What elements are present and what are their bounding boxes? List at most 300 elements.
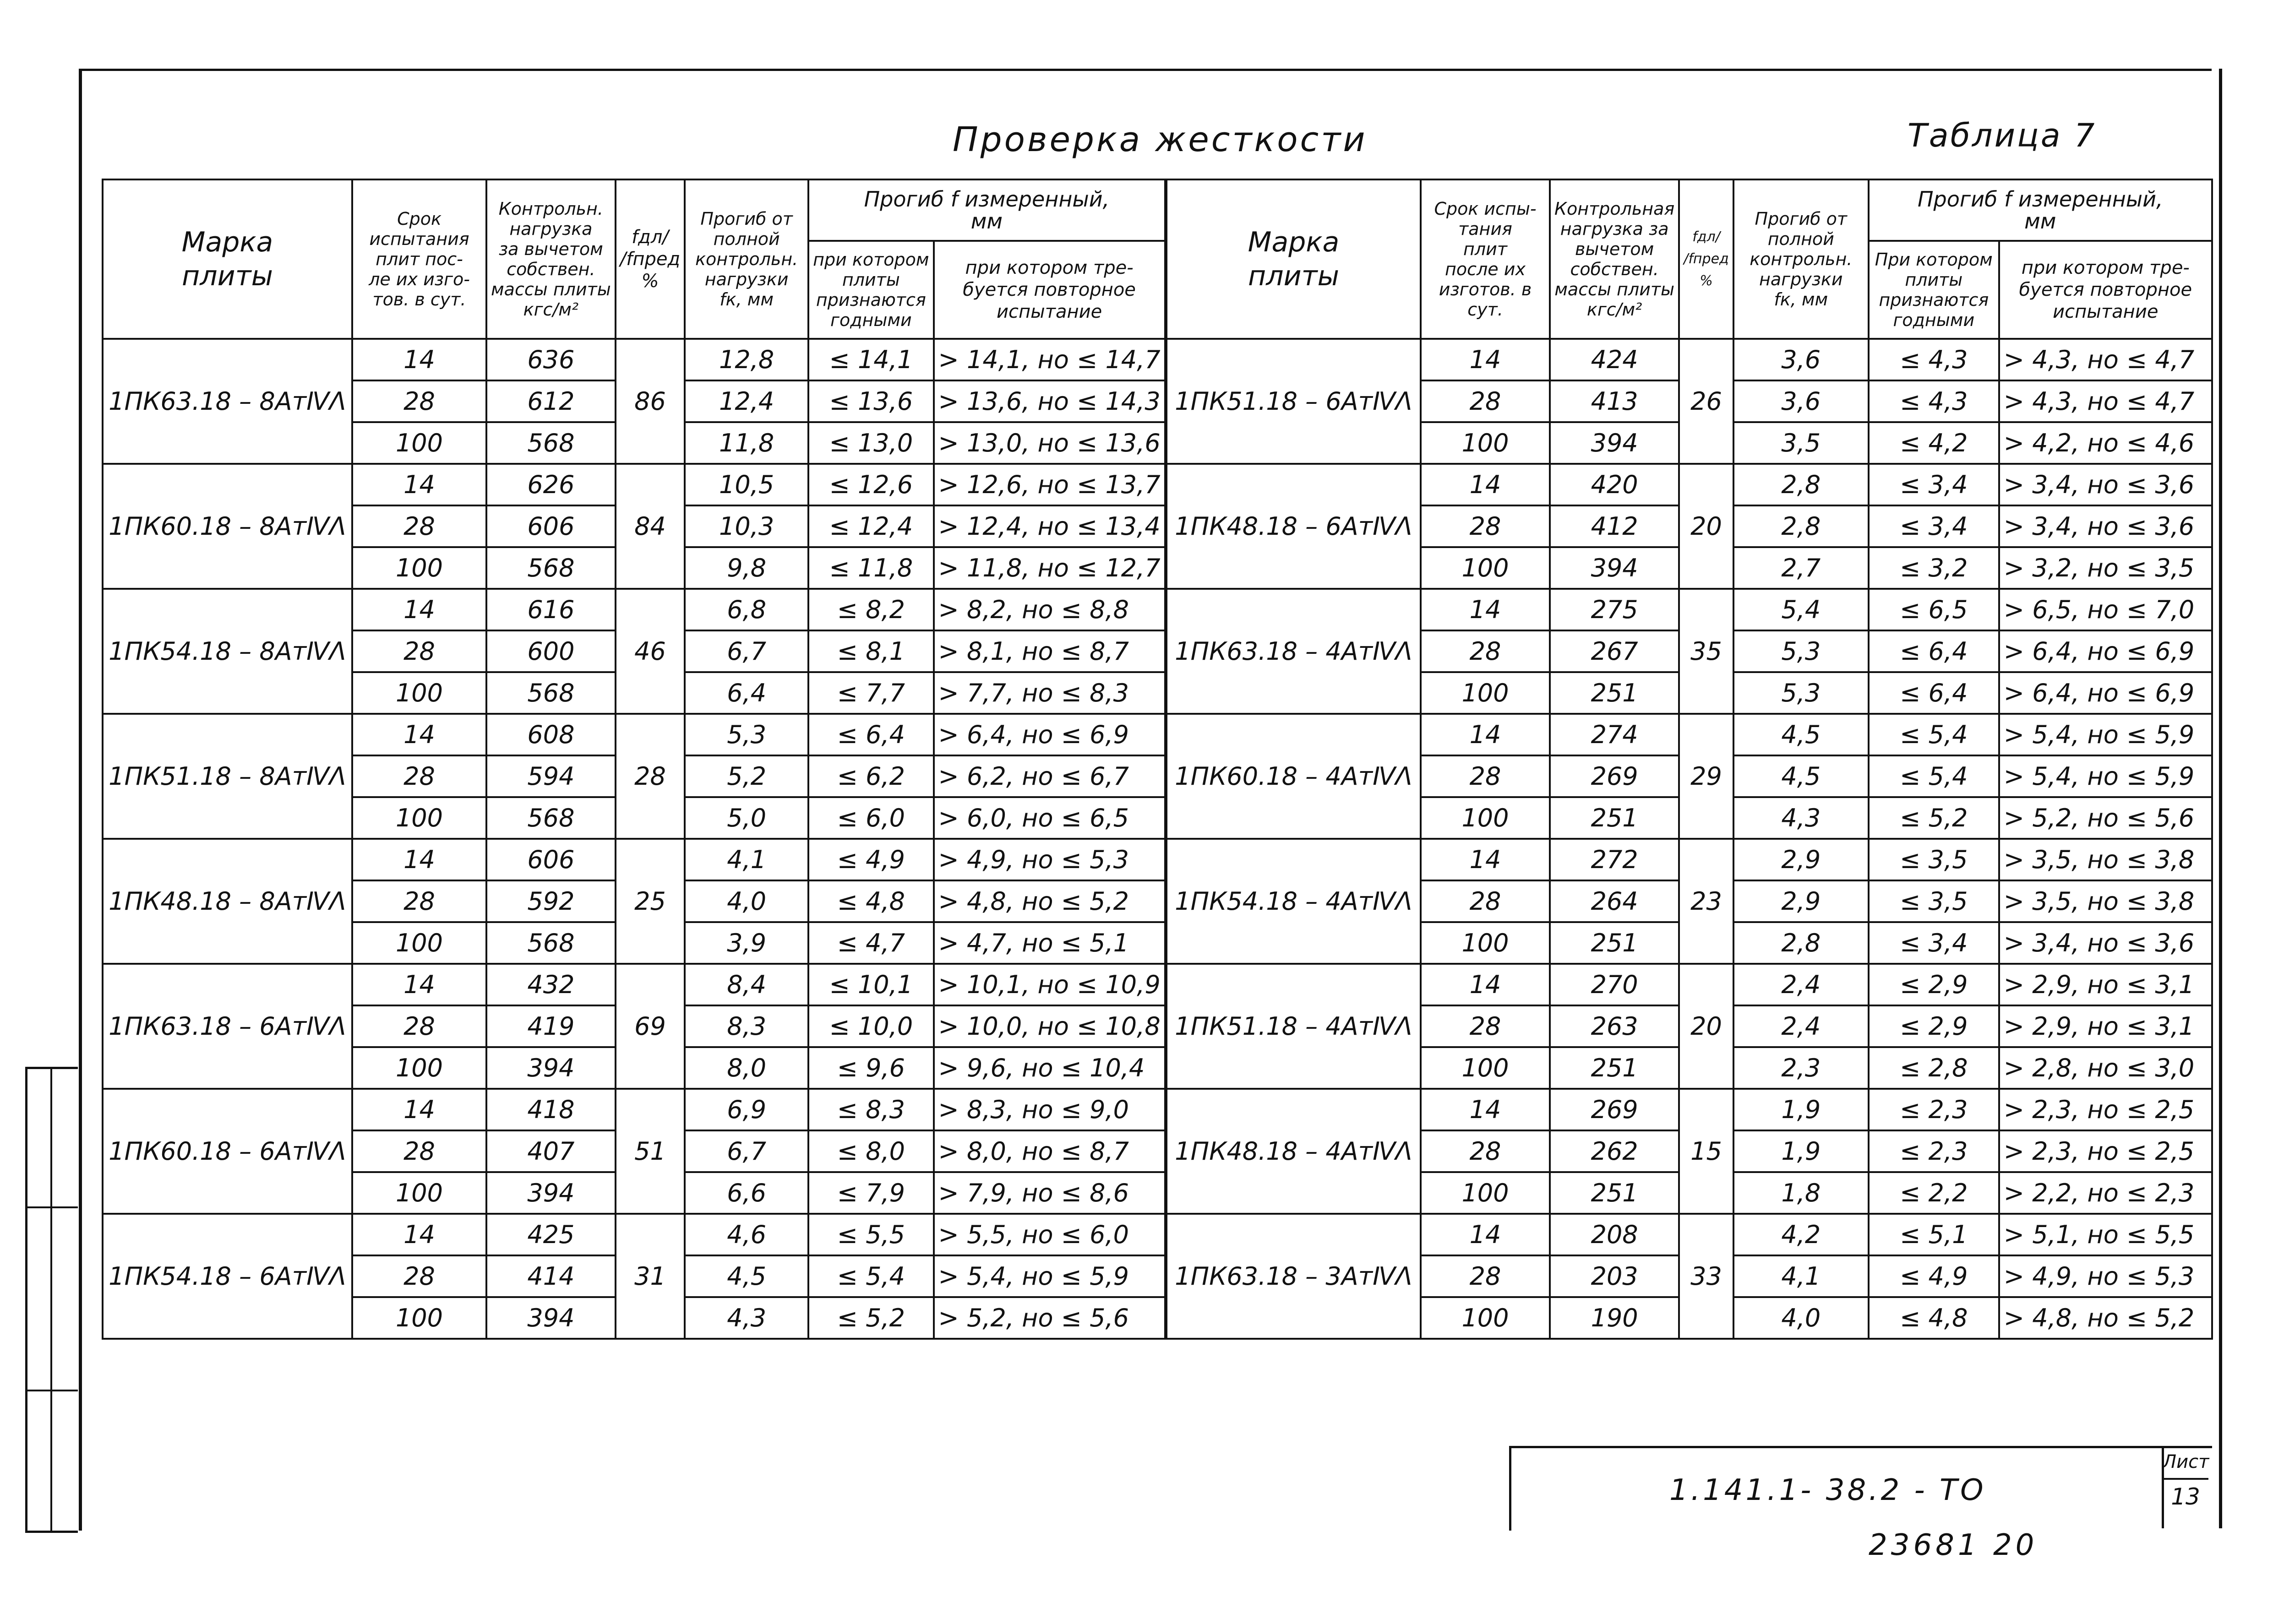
table-row <box>103 964 1165 1005</box>
cell-accepted: ≤ 4,8 <box>808 880 933 922</box>
cell-load: 208 <box>1550 1214 1679 1255</box>
cell-term: 14 <box>1421 714 1550 755</box>
stiffness-table-right <box>1166 179 2213 1340</box>
cell-load: 608 <box>486 714 616 755</box>
table-row <box>1166 839 2212 880</box>
cell-deflection: 4,5 <box>685 1255 808 1297</box>
cell-retest: > 14,1, но ≤ 14,7 <box>934 339 1165 380</box>
cell-retest: > 5,2, но ≤ 5,6 <box>1999 797 2212 839</box>
cell-load: 275 <box>1550 589 1679 630</box>
cell-load: 612 <box>486 380 616 422</box>
cell-ratio: 20 <box>1679 464 1733 589</box>
cell-term: 100 <box>1421 922 1550 964</box>
cell-load: 262 <box>1550 1130 1679 1172</box>
cell-accepted: ≤ 13,0 <box>808 422 933 464</box>
cell-deflection: 3,6 <box>1733 380 1869 422</box>
cell-term: 14 <box>1421 839 1550 880</box>
cell-term: 100 <box>352 797 486 839</box>
cell-retest: > 3,2, но ≤ 3,5 <box>1999 547 2212 589</box>
cell-accepted: ≤ 10,1 <box>808 964 933 1005</box>
cell-mark: 1ПК51.18 – 6АтⅣΛ <box>1166 339 1421 464</box>
cell-load: 203 <box>1550 1255 1679 1297</box>
cell-load: 432 <box>486 964 616 1005</box>
cell-mark: 1ПК51.18 – 8АтⅣΛ <box>103 714 352 839</box>
cell-load: 568 <box>486 672 616 714</box>
cell-term: 14 <box>352 1089 486 1130</box>
cell-load: 592 <box>486 880 616 922</box>
cell-retest: > 5,2, но ≤ 5,6 <box>934 1297 1165 1339</box>
header-measured-deflection: Прогиб f измеренный, мм <box>808 179 1165 241</box>
cell-accepted: ≤ 5,4 <box>1869 755 1999 797</box>
binding-strip <box>25 1067 78 1533</box>
cell-load: 269 <box>1550 1089 1679 1130</box>
table-row <box>103 1089 1165 1130</box>
cell-ratio: 51 <box>616 1089 685 1214</box>
cell-retest: > 4,8, но ≤ 5,2 <box>934 880 1165 922</box>
cell-deflection: 4,1 <box>685 839 808 880</box>
cell-deflection: 1,8 <box>1733 1172 1869 1214</box>
cell-term: 28 <box>1421 880 1550 922</box>
cell-term: 100 <box>352 547 486 589</box>
header-accepted: при котором плиты признаются годными <box>808 241 933 339</box>
cell-retest: > 3,4, но ≤ 3,6 <box>1999 505 2212 547</box>
cell-accepted: ≤ 6,2 <box>808 755 933 797</box>
cell-accepted: ≤ 10,0 <box>808 1005 933 1047</box>
cell-term: 28 <box>1421 630 1550 672</box>
cell-load: 419 <box>486 1005 616 1047</box>
table-label: Таблица 7 <box>1908 117 2097 154</box>
cell-deflection: 4,2 <box>1733 1214 1869 1255</box>
cell-accepted: ≤ 12,4 <box>808 505 933 547</box>
cell-mark: 1ПК54.18 – 4АтⅣΛ <box>1166 839 1421 964</box>
table-row <box>103 589 1165 630</box>
header-test-term: Срок испы- тания плит после их изготов. в сут. <box>1421 179 1550 339</box>
cell-deflection: 6,9 <box>685 1089 808 1130</box>
cell-deflection: 9,8 <box>685 547 808 589</box>
sheet-number: 13 <box>2171 1483 2200 1510</box>
cell-deflection: 5,3 <box>1733 630 1869 672</box>
cell-accepted: ≤ 8,0 <box>808 1130 933 1172</box>
cell-term: 14 <box>1421 339 1550 380</box>
table-row <box>1166 1214 2212 1255</box>
cell-load: 594 <box>486 755 616 797</box>
cell-retest: > 6,0, но ≤ 6,5 <box>934 797 1165 839</box>
cell-deflection: 2,9 <box>1733 880 1869 922</box>
cell-mark: 1ПК54.18 – 6АтⅣΛ <box>103 1214 352 1339</box>
cell-load: 606 <box>486 839 616 880</box>
cell-load: 394 <box>486 1297 616 1339</box>
cell-retest: > 6,4, но ≤ 6,9 <box>1999 630 2212 672</box>
cell-load: 274 <box>1550 714 1679 755</box>
cell-accepted: ≤ 3,4 <box>1869 464 1999 505</box>
header-mark: Марка плиты <box>103 179 352 339</box>
header-control-load: Контрольн. нагрузка за вычетом собствен. массы плиты кгс/м² <box>486 179 616 339</box>
sheet-label: Лист <box>2163 1446 2208 1480</box>
cell-deflection: 4,6 <box>685 1214 808 1255</box>
cell-retest: > 6,5, но ≤ 7,0 <box>1999 589 2212 630</box>
cell-retest: > 4,7, но ≤ 5,1 <box>934 922 1165 964</box>
cell-deflection: 4,3 <box>1733 797 1869 839</box>
cell-term: 28 <box>1421 1130 1550 1172</box>
cell-deflection: 6,6 <box>685 1172 808 1214</box>
cell-accepted: ≤ 2,9 <box>1869 1005 1999 1047</box>
cell-retest: > 6,4, но ≤ 6,9 <box>934 714 1165 755</box>
cell-term: 28 <box>352 505 486 547</box>
cell-retest: > 10,1, но ≤ 10,9 <box>934 964 1165 1005</box>
cell-accepted: ≤ 6,4 <box>1869 630 1999 672</box>
cell-load: 267 <box>1550 630 1679 672</box>
cell-deflection: 10,5 <box>685 464 808 505</box>
cell-mark: 1ПК60.18 – 6АтⅣΛ <box>103 1089 352 1214</box>
cell-deflection: 8,4 <box>685 964 808 1005</box>
stiffness-table-left <box>102 179 1166 1340</box>
cell-deflection: 5,0 <box>685 797 808 839</box>
cell-mark: 1ПК48.18 – 8АтⅣΛ <box>103 839 352 964</box>
cell-accepted: ≤ 14,1 <box>808 339 933 380</box>
cell-deflection: 2,4 <box>1733 1005 1869 1047</box>
cell-load: 251 <box>1550 1047 1679 1089</box>
cell-deflection: 1,9 <box>1733 1089 1869 1130</box>
cell-load: 616 <box>486 589 616 630</box>
cell-accepted: ≤ 4,3 <box>1869 380 1999 422</box>
cell-term: 28 <box>352 630 486 672</box>
cell-term: 100 <box>352 1047 486 1089</box>
cell-term: 100 <box>352 1172 486 1214</box>
cell-load: 606 <box>486 505 616 547</box>
cell-retest: > 2,2, но ≤ 2,3 <box>1999 1172 2212 1214</box>
header-retest: при котором тре- буется повторное испытание <box>934 241 1165 339</box>
cell-deflection: 12,4 <box>685 380 808 422</box>
cell-retest: > 3,4, но ≤ 3,6 <box>1999 464 2212 505</box>
cell-accepted: ≤ 4,9 <box>808 839 933 880</box>
cell-load: 269 <box>1550 755 1679 797</box>
cell-accepted: ≤ 3,5 <box>1869 839 1999 880</box>
cell-deflection: 5,3 <box>1733 672 1869 714</box>
header-test-term: Срок испытания плит пос- ле их изго- тов. в сут. <box>352 179 486 339</box>
cell-accepted: ≤ 3,5 <box>1869 880 1999 922</box>
cell-load: 263 <box>1550 1005 1679 1047</box>
cell-term: 14 <box>1421 1089 1550 1130</box>
cell-mark: 1ПК54.18 – 8АтⅣΛ <box>103 589 352 714</box>
cell-accepted: ≤ 5,2 <box>808 1297 933 1339</box>
cell-load: 394 <box>1550 422 1679 464</box>
cell-ratio: 31 <box>616 1214 685 1339</box>
header-ratio: fдл/ /fпред % <box>616 179 685 339</box>
cell-retest: > 2,3, но ≤ 2,5 <box>1999 1089 2212 1130</box>
cell-deflection: 4,1 <box>1733 1255 1869 1297</box>
document-code: 1.141.1- 38.2 - ТО <box>1669 1473 1986 1507</box>
cell-retest: > 3,5, но ≤ 3,8 <box>1999 880 2212 922</box>
cell-term: 28 <box>1421 380 1550 422</box>
cell-term: 14 <box>352 589 486 630</box>
cell-accepted: ≤ 8,3 <box>808 1089 933 1130</box>
cell-load: 418 <box>486 1089 616 1130</box>
cell-retest: > 3,4, но ≤ 3,6 <box>1999 922 2212 964</box>
cell-mark: 1ПК63.18 – 4АтⅣΛ <box>1166 589 1421 714</box>
cell-accepted: ≤ 2,2 <box>1869 1172 1999 1214</box>
cell-deflection: 5,2 <box>685 755 808 797</box>
cell-mark: 1ПК48.18 – 4АтⅣΛ <box>1166 1089 1421 1214</box>
cell-term: 28 <box>352 1255 486 1297</box>
cell-load: 407 <box>486 1130 616 1172</box>
cell-deflection: 4,5 <box>1733 714 1869 755</box>
cell-retest: > 8,1, но ≤ 8,7 <box>934 630 1165 672</box>
header-control-load: Контрольная нагрузка за вычетом собствен. массы плиты кгс/м² <box>1550 179 1679 339</box>
cell-load: 568 <box>486 797 616 839</box>
cell-ratio: 33 <box>1679 1214 1733 1339</box>
cell-deflection: 2,4 <box>1733 964 1869 1005</box>
cell-accepted: ≤ 2,3 <box>1869 1089 1999 1130</box>
cell-load: 251 <box>1550 922 1679 964</box>
cell-deflection: 6,7 <box>685 1130 808 1172</box>
cell-ratio: 23 <box>1679 839 1733 964</box>
cell-retest: > 4,3, но ≤ 4,7 <box>1999 339 2212 380</box>
cell-load: 600 <box>486 630 616 672</box>
cell-ratio: 29 <box>1679 714 1733 839</box>
cell-retest: > 13,6, но ≤ 14,3 <box>934 380 1165 422</box>
document-title: Проверка жесткости <box>953 120 1368 159</box>
cell-load: 636 <box>486 339 616 380</box>
cell-deflection: 6,4 <box>685 672 808 714</box>
cell-term: 28 <box>1421 1005 1550 1047</box>
cell-term: 14 <box>1421 1214 1550 1255</box>
cell-deflection: 6,8 <box>685 589 808 630</box>
cell-deflection: 5,3 <box>685 714 808 755</box>
cell-deflection: 8,3 <box>685 1005 808 1047</box>
cell-retest: > 3,5, но ≤ 3,8 <box>1999 839 2212 880</box>
cell-deflection: 12,8 <box>685 339 808 380</box>
cell-term: 100 <box>352 422 486 464</box>
cell-retest: > 2,8, но ≤ 3,0 <box>1999 1047 2212 1089</box>
cell-ratio: 15 <box>1679 1089 1733 1214</box>
header-full-deflection: Прогиб от полной контрольн. нагрузки fк, мм <box>1733 179 1869 339</box>
cell-term: 28 <box>1421 505 1550 547</box>
cell-accepted: ≤ 3,2 <box>1869 547 1999 589</box>
cell-term: 14 <box>352 339 486 380</box>
cell-retest: > 4,9, но ≤ 5,3 <box>1999 1255 2212 1297</box>
cell-accepted: ≤ 3,4 <box>1869 922 1999 964</box>
cell-retest: > 6,4, но ≤ 6,9 <box>1999 672 2212 714</box>
cell-accepted: ≤ 4,7 <box>808 922 933 964</box>
cell-retest: > 11,8, но ≤ 12,7 <box>934 547 1165 589</box>
cell-term: 100 <box>352 922 486 964</box>
cell-term: 14 <box>352 964 486 1005</box>
cell-term: 100 <box>1421 547 1550 589</box>
cell-retest: > 4,8, но ≤ 5,2 <box>1999 1297 2212 1339</box>
cell-accepted: ≤ 5,4 <box>808 1255 933 1297</box>
cell-ratio: 26 <box>1679 339 1733 464</box>
cell-mark: 1ПК51.18 – 4АтⅣΛ <box>1166 964 1421 1089</box>
cell-accepted: ≤ 2,9 <box>1869 964 1999 1005</box>
inventory-number: 23681 20 <box>1869 1528 2038 1562</box>
cell-term: 14 <box>352 1214 486 1255</box>
cell-deflection: 11,8 <box>685 422 808 464</box>
cell-retest: > 5,4, но ≤ 5,9 <box>934 1255 1165 1297</box>
cell-ratio: 84 <box>616 464 685 589</box>
cell-accepted: ≤ 8,2 <box>808 589 933 630</box>
cell-retest: > 13,0, но ≤ 13,6 <box>934 422 1165 464</box>
cell-ratio: 25 <box>616 839 685 964</box>
cell-term: 100 <box>1421 422 1550 464</box>
table-row <box>103 714 1165 755</box>
cell-load: 568 <box>486 922 616 964</box>
cell-accepted: ≤ 6,4 <box>808 714 933 755</box>
cell-deflection: 2,8 <box>1733 922 1869 964</box>
cell-deflection: 4,5 <box>1733 755 1869 797</box>
cell-accepted: ≤ 6,4 <box>1869 672 1999 714</box>
table-row <box>1166 339 2212 380</box>
cell-accepted: ≤ 5,5 <box>808 1214 933 1255</box>
cell-term: 28 <box>352 380 486 422</box>
cell-load: 272 <box>1550 839 1679 880</box>
cell-retest: > 5,1, но ≤ 5,5 <box>1999 1214 2212 1255</box>
cell-deflection: 8,0 <box>685 1047 808 1089</box>
cell-mark: 1ПК63.18 – 3АтⅣΛ <box>1166 1214 1421 1339</box>
cell-load: 190 <box>1550 1297 1679 1339</box>
cell-deflection: 4,3 <box>685 1297 808 1339</box>
cell-load: 626 <box>486 464 616 505</box>
header-full-deflection: Прогиб от полной контрольн. нагрузки fк, мм <box>685 179 808 339</box>
table-row <box>1166 464 2212 505</box>
cell-term: 14 <box>1421 589 1550 630</box>
cell-term: 100 <box>1421 672 1550 714</box>
cell-deflection: 3,5 <box>1733 422 1869 464</box>
cell-retest: > 5,5, но ≤ 6,0 <box>934 1214 1165 1255</box>
cell-accepted: ≤ 4,9 <box>1869 1255 1999 1297</box>
cell-deflection: 6,7 <box>685 630 808 672</box>
cell-mark: 1ПК60.18 – 4АтⅣΛ <box>1166 714 1421 839</box>
cell-load: 251 <box>1550 1172 1679 1214</box>
cell-accepted: ≤ 5,4 <box>1869 714 1999 755</box>
cell-retest: > 8,3, но ≤ 9,0 <box>934 1089 1165 1130</box>
cell-deflection: 4,0 <box>1733 1297 1869 1339</box>
table-row <box>103 839 1165 880</box>
cell-accepted: ≤ 2,3 <box>1869 1130 1999 1172</box>
cell-load: 394 <box>1550 547 1679 589</box>
cell-deflection: 2,3 <box>1733 1047 1869 1089</box>
cell-load: 413 <box>1550 380 1679 422</box>
cell-retest: > 7,7, но ≤ 8,3 <box>934 672 1165 714</box>
cell-term: 100 <box>352 672 486 714</box>
cell-deflection: 3,6 <box>1733 339 1869 380</box>
cell-mark: 1ПК63.18 – 6АтⅣΛ <box>103 964 352 1089</box>
cell-term: 28 <box>352 755 486 797</box>
cell-term: 14 <box>352 464 486 505</box>
cell-ratio: 35 <box>1679 589 1733 714</box>
table-row <box>1166 1089 2212 1130</box>
cell-accepted: ≤ 6,5 <box>1869 589 1999 630</box>
cell-load: 568 <box>486 547 616 589</box>
cell-accepted: ≤ 3,4 <box>1869 505 1999 547</box>
cell-retest: > 4,2, но ≤ 4,6 <box>1999 422 2212 464</box>
cell-retest: > 4,9, но ≤ 5,3 <box>934 839 1165 880</box>
cell-ratio: 69 <box>616 964 685 1089</box>
cell-accepted: ≤ 4,2 <box>1869 422 1999 464</box>
cell-deflection: 3,9 <box>685 922 808 964</box>
table-row <box>103 1214 1165 1255</box>
cell-deflection: 1,9 <box>1733 1130 1869 1172</box>
cell-deflection: 10,3 <box>685 505 808 547</box>
cell-deflection: 2,9 <box>1733 839 1869 880</box>
cell-retest: > 9,6, но ≤ 10,4 <box>934 1047 1165 1089</box>
cell-term: 14 <box>352 839 486 880</box>
cell-ratio: 28 <box>616 714 685 839</box>
cell-term: 14 <box>352 714 486 755</box>
cell-term: 28 <box>352 1130 486 1172</box>
cell-retest: > 6,2, но ≤ 6,7 <box>934 755 1165 797</box>
table-row <box>1166 964 2212 1005</box>
cell-accepted: ≤ 7,7 <box>808 672 933 714</box>
table-row <box>1166 714 2212 755</box>
cell-deflection: 2,8 <box>1733 505 1869 547</box>
cell-accepted: ≤ 5,1 <box>1869 1214 1999 1255</box>
cell-retest: > 4,3, но ≤ 4,7 <box>1999 380 2212 422</box>
header-ratio: fдл/ /fпред % <box>1679 179 1733 339</box>
cell-deflection: 2,7 <box>1733 547 1869 589</box>
cell-retest: > 2,9, но ≤ 3,1 <box>1999 964 2212 1005</box>
cell-load: 394 <box>486 1047 616 1089</box>
cell-term: 28 <box>1421 1255 1550 1297</box>
cell-load: 424 <box>1550 339 1679 380</box>
cell-retest: > 8,0, но ≤ 8,7 <box>934 1130 1165 1172</box>
cell-deflection: 5,4 <box>1733 589 1869 630</box>
cell-load: 270 <box>1550 964 1679 1005</box>
cell-retest: > 5,4, но ≤ 5,9 <box>1999 714 2212 755</box>
cell-accepted: ≤ 2,8 <box>1869 1047 1999 1089</box>
cell-accepted: ≤ 8,1 <box>808 630 933 672</box>
cell-load: 264 <box>1550 880 1679 922</box>
cell-accepted: ≤ 11,8 <box>808 547 933 589</box>
cell-load: 251 <box>1550 672 1679 714</box>
table-row <box>1166 589 2212 630</box>
cell-retest: > 8,2, но ≤ 8,8 <box>934 589 1165 630</box>
cell-ratio: 20 <box>1679 964 1733 1089</box>
cell-accepted: ≤ 4,3 <box>1869 339 1999 380</box>
header-retest: при котором тре- буется повторное испытание <box>1999 241 2212 339</box>
cell-term: 28 <box>1421 755 1550 797</box>
cell-mark: 1ПК63.18 – 8АтⅣΛ <box>103 339 352 464</box>
cell-load: 394 <box>486 1172 616 1214</box>
cell-load: 414 <box>486 1255 616 1297</box>
header-accepted: При котором плиты признаются годными <box>1869 241 1999 339</box>
cell-accepted: ≤ 7,9 <box>808 1172 933 1214</box>
cell-term: 28 <box>352 1005 486 1047</box>
cell-term: 28 <box>352 880 486 922</box>
cell-mark: 1ПК60.18 – 8АтⅣΛ <box>103 464 352 589</box>
cell-accepted: ≤ 13,6 <box>808 380 933 422</box>
cell-retest: > 2,9, но ≤ 3,1 <box>1999 1005 2212 1047</box>
cell-retest: > 10,0, но ≤ 10,8 <box>934 1005 1165 1047</box>
cell-accepted: ≤ 5,2 <box>1869 797 1999 839</box>
cell-term: 100 <box>1421 1047 1550 1089</box>
cell-retest: > 12,6, но ≤ 13,7 <box>934 464 1165 505</box>
header-measured-deflection: Прогиб f измеренный, мм <box>1869 179 2212 241</box>
cell-load: 568 <box>486 422 616 464</box>
cell-term: 14 <box>1421 464 1550 505</box>
cell-ratio: 86 <box>616 339 685 464</box>
table-row <box>103 339 1165 380</box>
cell-accepted: ≤ 4,8 <box>1869 1297 1999 1339</box>
cell-term: 100 <box>1421 1297 1550 1339</box>
cell-term: 100 <box>1421 797 1550 839</box>
header-mark: Марка плиты <box>1166 179 1421 339</box>
cell-accepted: ≤ 6,0 <box>808 797 933 839</box>
cell-deflection: 2,8 <box>1733 464 1869 505</box>
cell-retest: > 5,4, но ≤ 5,9 <box>1999 755 2212 797</box>
cell-ratio: 46 <box>616 589 685 714</box>
cell-retest: > 7,9, но ≤ 8,6 <box>934 1172 1165 1214</box>
table-row <box>103 464 1165 505</box>
